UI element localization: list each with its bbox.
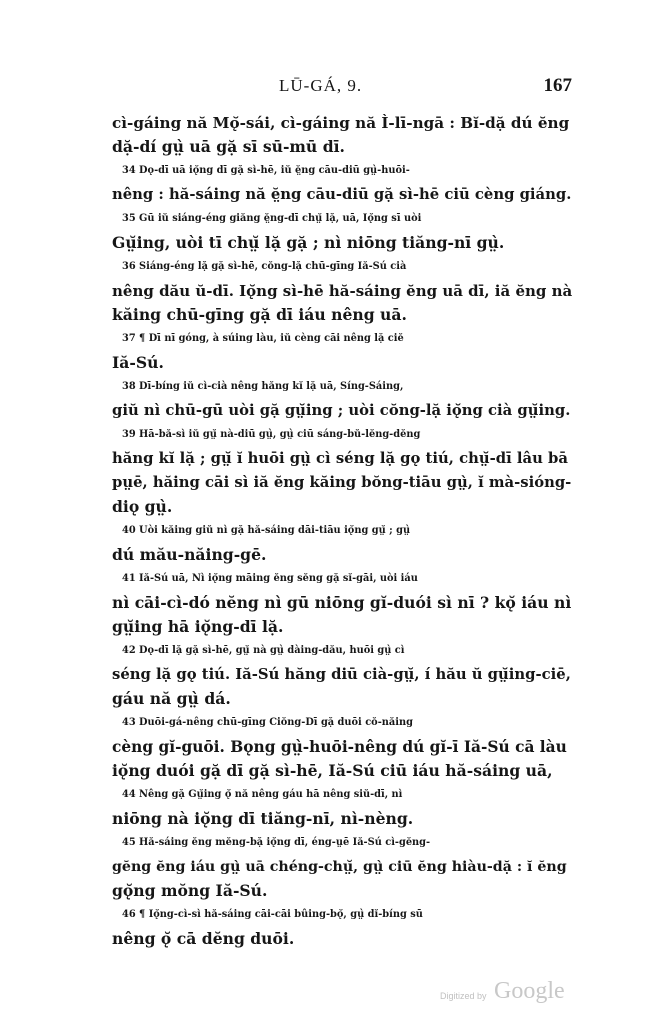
text-line: dú mău-năing-gē. — [112, 545, 267, 564]
text-line: séng lặ gǫ tiú. Iă-Sú hăng diū cià-gṳ̆, í hău ŭ gṳ̆ing-ciē, — [112, 666, 571, 683]
text-line: 41 Iă-Sú uā, Nì iǫ̆ng māing ĕng sĕng gặ sĭ-gāi, uòi iáu — [122, 573, 418, 584]
text-line: 44 Nêng gặ Gṳ̆ing ǫ̆ nă nêng gáu hā nêng siŭ-dī, nì — [122, 789, 403, 800]
text-line: 40 Uòi kăing giŭ nì gặ hă-sáing dāi-tiāu iǫ̆ng gṳ̆ ; gṳ̀ — [122, 525, 411, 536]
text-line: diǫ gṳ̀. — [112, 497, 173, 516]
text-line: iǫ̆ng duói gặ dī gặ sì-hē, Iă-Sú ciū iáu hă-sáing uā, — [112, 761, 553, 780]
page-header — [0, 76, 654, 100]
watermark-label: Digitized by — [440, 991, 487, 1001]
text-line: pṳē, hăing cāi sì iă ĕng kăing bŏng-tiāu gṳ̀, ĭ mà-sióng- — [112, 474, 572, 491]
text-line: 38 Dī-bíng iŭ cì-cià nêng hăng kĭ lặ uā, Síng-Sáing, — [122, 381, 404, 392]
text-line: nêng : hă-sáing nă ĕ̤ng cāu-diū gặ sì-hē ciū cèng giáng. — [112, 186, 572, 203]
text-line: kăing chū-gīng gặ dī iáu nêng uā. — [112, 305, 407, 324]
text-line: gáu nă gṳ̀ dá. — [112, 689, 231, 708]
text-line: cì-gáing nă Mǫ̆-sái, cì-gáing nă Ì-lī-ngā : Bĭ-dặ dú ĕng — [112, 114, 570, 132]
text-line: giŭ nì chū-gū uòi gặ gṳ̆ing ; uòi cŏng-lặ iǫ̆ng cià gṳ̆ing. — [112, 402, 571, 419]
text-line: hăng kĭ lặ ; gṳ̆ ĭ huōi gṳ̀ cì séng lặ gǫ tiú, chṳ̆-dī lâu bā — [112, 450, 568, 467]
google-watermark — [440, 978, 580, 1008]
text-line: 37 ¶ Dī nī góng, à súing làu, iŭ cèng cāi nêng lặ ciĕ — [122, 333, 404, 344]
text-line: cèng gĭ-guōi. Bǫng gṳ̀-huōi-nêng dú gĭ-ī Iă-Sú cā làu — [112, 738, 567, 756]
scripture-text — [112, 111, 572, 951]
text-line: 46 ¶ Iǫ̆ng-cì-sì hă-sáing cāi-cāi bûing-bǫ̆, gṳ̀ dĭ-bíng sū — [122, 909, 423, 920]
text-line: 42 Dǫ-dī lặ gặ sì-hē, gṳ̆ nà gṳ̀ dàing-dău, huōi gṳ̀ cì — [122, 645, 405, 656]
text-line: 43 Duōi-gá-nêng chū-gīng Ciŏng-Dī gặ duōi cŏ-năing — [122, 717, 413, 728]
text-line: Iă-Sú. — [112, 353, 164, 372]
running-title: LŪ-GÁ, 9. — [279, 76, 363, 95]
text-line: dặ-dí gṳ̀ uā gặ sī sū-mū dī. — [112, 137, 345, 156]
google-logo: Google — [494, 978, 565, 1004]
text-line: nêng dău ŭ-dī. Iǫ̆ng sì-hē hă-sáing ĕng uā dī, iă ĕng nà — [112, 282, 573, 300]
text-line: gṳ̆ing hā iǫ̆ng-dī lặ. — [112, 617, 284, 636]
text-line: 36 Siáng-éng lặ gặ sì-hē, cŏng-lặ chū-gīng Iă-Sú cià — [122, 261, 407, 272]
page-number: 167 — [543, 75, 572, 96]
text-line: 35 Gū iŭ siáng-éng giăng ĕ̤ng-dī chṳ̆ lặ, uā, Iǫ̆ng sī uòi — [122, 213, 422, 224]
text-line: nì cāi-cì-dó nĕng nì gū niōng gĭ-duói sì nī ? kǫ̆ iáu nì — [112, 593, 572, 612]
text-line: Gṳ̆ing, uòi tī chṳ̆ lặ gặ ; nì niōng tiăng-nī gṳ̀. — [112, 233, 505, 252]
verse-text — [112, 111, 572, 951]
text-line: 39 Hā-bă-sì iŭ gṳ̆ nà-diū gṳ̀, gṳ̀ ciū sáng-bŭ-lĕng-dĕng — [122, 429, 421, 440]
text-line: 34 Dǫ-dī uā iǫ̆ng dī gặ sì-hē, iŭ ĕ̤ng cāu-diū gṳ̀-huōi- — [122, 165, 410, 176]
text-line: 45 Hă-sáing ĕng mĕng-bặ iǫ̆ng dī, éng-ṳē Iă-Sú cì-gĕng- — [122, 837, 431, 848]
text-line: nêng ǫ̆ cā dĕng duōi. — [112, 929, 295, 948]
text-line: gǫ̆ng mŏng Iă-Sú. — [112, 881, 268, 900]
text-line: gĕng ĕng iáu gṳ̀ uā chéng-chṳ̆, gṳ̀ ciū ĕng hiàu-dặ : ĭ ĕng — [112, 859, 567, 875]
text-line: niōng nà iǫ̆ng dī tiăng-nī, nì-nèng. — [112, 809, 414, 828]
